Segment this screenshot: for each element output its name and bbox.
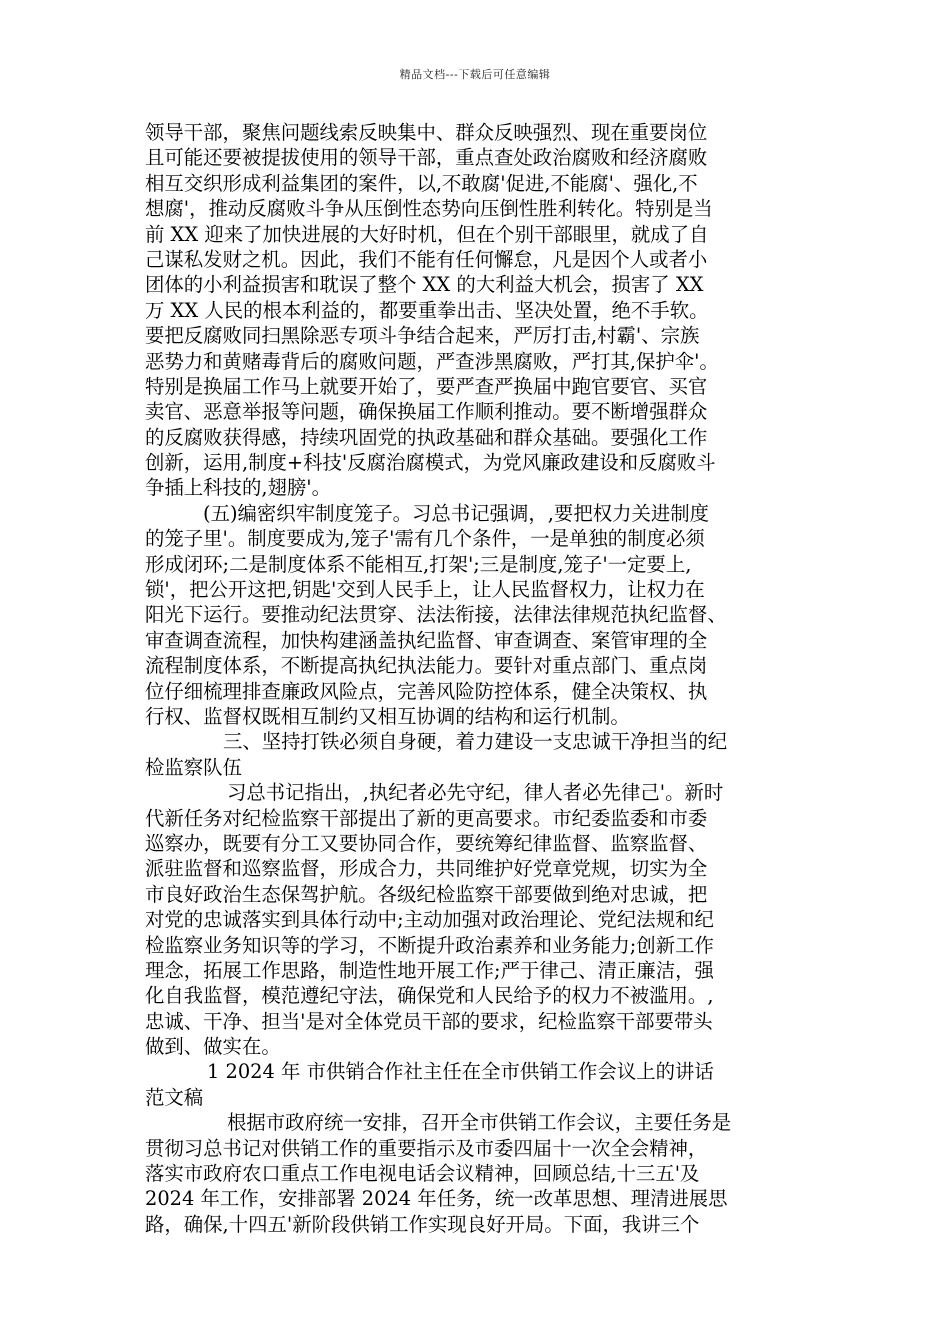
- text-line: 争插上科技的,翅膀'。: [145, 476, 332, 500]
- text-line: 流程制度体系，不断提高执纪执法能力。要针对重点部门、重点岗: [145, 654, 708, 678]
- text-line: 领导干部，聚焦问题线索反映集中、群众反映强烈、现在重要岗位: [145, 121, 708, 144]
- text-line: 创新，运用,制度+科技'反腐治腐模式，为党风廉政建设和反腐败斗: [145, 451, 716, 475]
- text-line: 行权、监督权既相互制约又相互协调的结构和运行机制。: [145, 704, 630, 728]
- text-line: 的笼子里'。制度要成为,笼子'需有几个条件，一是单独的制度必须: [145, 527, 705, 551]
- text-line: 己谋私发财之机。因此，我们不能有任何懈怠，凡是因个人或者小: [145, 247, 708, 271]
- text-line: 团体的小利益损害和耽误了整个 XX 的大利益大机会，损害了 XX: [145, 273, 704, 297]
- paragraph-start: 根据市政府统一安排，召开全市供销工作会议，主要任务是: [227, 1111, 732, 1135]
- text-line: 忠诚、干净、担当'是对全体党员干部的要求，纪检监察干部要带头: [145, 1009, 713, 1033]
- section-heading: 三、坚持打铁必须自身硬，着力建设一支忠诚干净担当的纪: [223, 730, 728, 754]
- text-line: 审查调查流程，加快构建涵盖执纪监督、审查调查、案管审理的全: [145, 628, 708, 652]
- text-line: 锁'，把公开这把,钥匙'交到人民手上，让人民监督权力，让权力在: [145, 578, 705, 602]
- text-line: 派驻监督和巡察监督，形成合力，共同维护好党章党规，切实为全: [145, 857, 708, 881]
- document-title: 1 2024 年 市供销合作社主任在全市供销工作会议上的讲话: [207, 1060, 714, 1084]
- text-line: 市良好政治生态保驾护航。各级纪检监察干部要做到绝对忠诚，把: [145, 882, 708, 906]
- text-line: 化自我监督，模范遵纪守法，确保党和人民给予的权力不被滥用。,: [145, 984, 714, 1008]
- text-line: 相互交织形成利益集团的案件，以,不敢腐'促进,不能腐'、强化,不: [145, 171, 698, 195]
- text-line: 特别是换届工作马上就要开始了，要严查严换届中跑官要官、买官: [145, 374, 708, 398]
- document-title: 范文稿: [145, 1085, 204, 1109]
- page-header: 精品文档---下载后可任意编辑: [399, 68, 551, 81]
- text-line: 且可能还要被提拔使用的领导干部，重点查处政治腐败和经济腐败: [145, 146, 708, 170]
- text-line: 检监察队伍: [145, 755, 242, 779]
- text-line: 理念，拓展工作思路，制造性地开展工作;严于律己、清正廉洁，强: [145, 958, 714, 982]
- text-line: 对党的忠诚落实到具体行动中;主动加强对政治理论、党纪法规和纪: [145, 908, 714, 932]
- text-line: 2024 年工作，安排部署 2024 年任务，统一改革思想、理清进展思: [145, 1187, 728, 1211]
- text-line: 想腐'，推动反腐败斗争从压倒性态势向压倒性胜利转化。特别是当: [145, 197, 713, 221]
- text-line: 万 XX 人民的根本利益的，都要重拳出击、坚决处置，绝不手软。: [145, 298, 709, 322]
- text-line: 路，确保,十四五'新阶段供销工作实现良好开局。下面，我讲三个: [145, 1212, 700, 1236]
- text-line: 恶势力和黄赌毒背后的腐败问题，严查涉黑腐败，严打其,保护伞'。: [145, 349, 719, 373]
- text-line: 代新任务对纪检监察干部提出了新的更高要求。市纪委监委和市委: [145, 806, 708, 830]
- text-line: 卖官、恶意举报等问题，确保换届工作顺利推动。要不断增强群众: [145, 400, 708, 424]
- text-line: 的反腐败获得感，持续巩固党的执政基础和群众基础。要强化工作: [145, 425, 708, 449]
- text-line: 位仔细梳理排查廉政风险点，完善风险防控体系，健全决策权、执: [145, 679, 708, 703]
- text-line: 巡察办，既要有分工又要协同合作，要统筹纪律监督、监察监督、: [145, 831, 708, 855]
- text-line: 阳光下运行。要推动纪法贯穿、法法衔接，法律法律规范执纪监督、: [145, 603, 727, 627]
- text-line: 前 XX 迎来了加快进展的大好时机，但在个别干部眼里，就成了自: [145, 222, 709, 246]
- text-line: 要把反腐败同扫黑除恶专项斗争结合起来，严厉打击,村霸'、宗族: [145, 324, 700, 348]
- text-line: 落实市政府农口重点工作电视电话会议精神，回顾总结,十三五'及: [145, 1162, 700, 1186]
- text-line: 贯彻习总书记对供销工作的重要指示及市委四届十一次全会精神，: [145, 1136, 708, 1160]
- document-body: [145, 120, 810, 1237]
- paragraph-start: 习总书记指出，,执纪者必先守纪，律人者必先律己'。新时: [227, 781, 724, 805]
- section-heading: (五)编密织牢制度笼子。习总书记强调，,要把权力关进制度: [203, 501, 710, 525]
- text-line: 做到、做实在。: [145, 1035, 281, 1059]
- text-line: 检监察业务知识等的学习，不断提升政治素养和业务能力;创新工作: [145, 933, 714, 957]
- text-line: 形成闭环;二是制度体系不能相互,打架';三是制度,笼子'一定要上,: [145, 552, 692, 576]
